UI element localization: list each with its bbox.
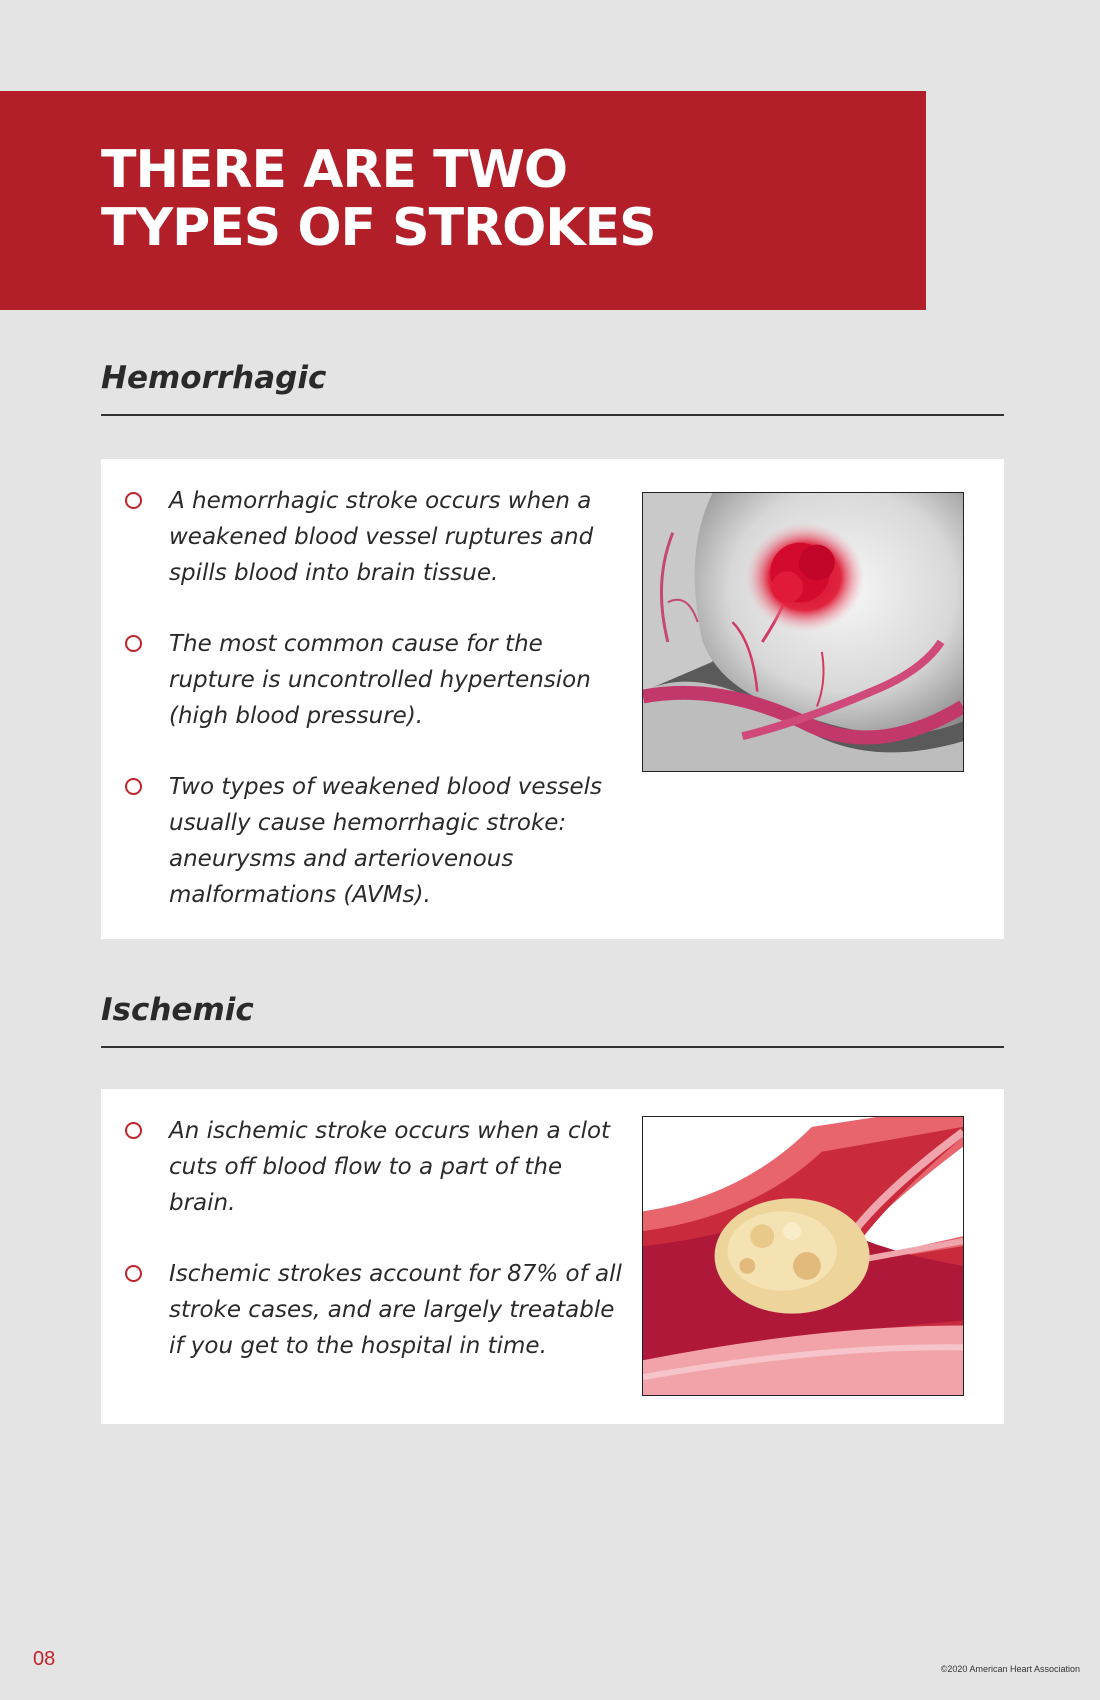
bullet-text: An ischemic stroke occurs when a clot cuts off blood flow to a part of the brain. bbox=[169, 1118, 611, 1216]
circle-bullet-icon bbox=[125, 492, 142, 509]
ischemic-card bbox=[101, 1089, 1004, 1424]
list-item bbox=[125, 626, 625, 734]
hemorrhagic-brain-illustration bbox=[642, 492, 964, 772]
page-title-line1: THERE ARE TWO bbox=[101, 140, 568, 200]
bullet-text: Ischemic strokes account for 87% of all stroke cases, and are largely treatable if you get to the hospital in time. bbox=[169, 1261, 622, 1359]
circle-bullet-icon bbox=[125, 635, 142, 652]
page-title bbox=[101, 141, 656, 257]
bullet-text: Two types of weakened blood vessels usually cause hemorrhagic stroke: aneurysms and arteriovenous malformations (AVMs). bbox=[169, 774, 602, 908]
ischemic-bullet-list bbox=[125, 1113, 625, 1399]
hemorrhagic-bullet-list bbox=[125, 483, 625, 948]
ischemic-artery-clot-illustration bbox=[642, 1116, 964, 1396]
page-number: 08 bbox=[33, 1648, 56, 1670]
bullet-text: The most common cause for the rupture is uncontrolled hypertension (high blood pressure). bbox=[169, 631, 591, 729]
ischemic-heading: Ischemic bbox=[101, 992, 254, 1028]
copyright-notice: ©2020 American Heart Association bbox=[940, 1664, 1080, 1674]
circle-bullet-icon bbox=[125, 1122, 142, 1139]
circle-bullet-icon bbox=[125, 778, 142, 795]
list-item bbox=[125, 1256, 625, 1364]
list-item bbox=[125, 1113, 625, 1221]
hemorrhagic-card bbox=[101, 459, 1004, 939]
circle-bullet-icon bbox=[125, 1265, 142, 1282]
list-item bbox=[125, 483, 625, 591]
hemorrhagic-heading: Hemorrhagic bbox=[101, 360, 327, 396]
ischemic-divider bbox=[101, 1046, 1004, 1048]
list-item bbox=[125, 769, 625, 913]
page-title-line2: TYPES OF STROKES bbox=[101, 198, 656, 258]
title-banner bbox=[0, 91, 926, 310]
bullet-text: A hemorrhagic stroke occurs when a weakened blood vessel ruptures and spills blood into brain tissue. bbox=[169, 488, 594, 586]
hemorrhagic-divider bbox=[101, 414, 1004, 416]
